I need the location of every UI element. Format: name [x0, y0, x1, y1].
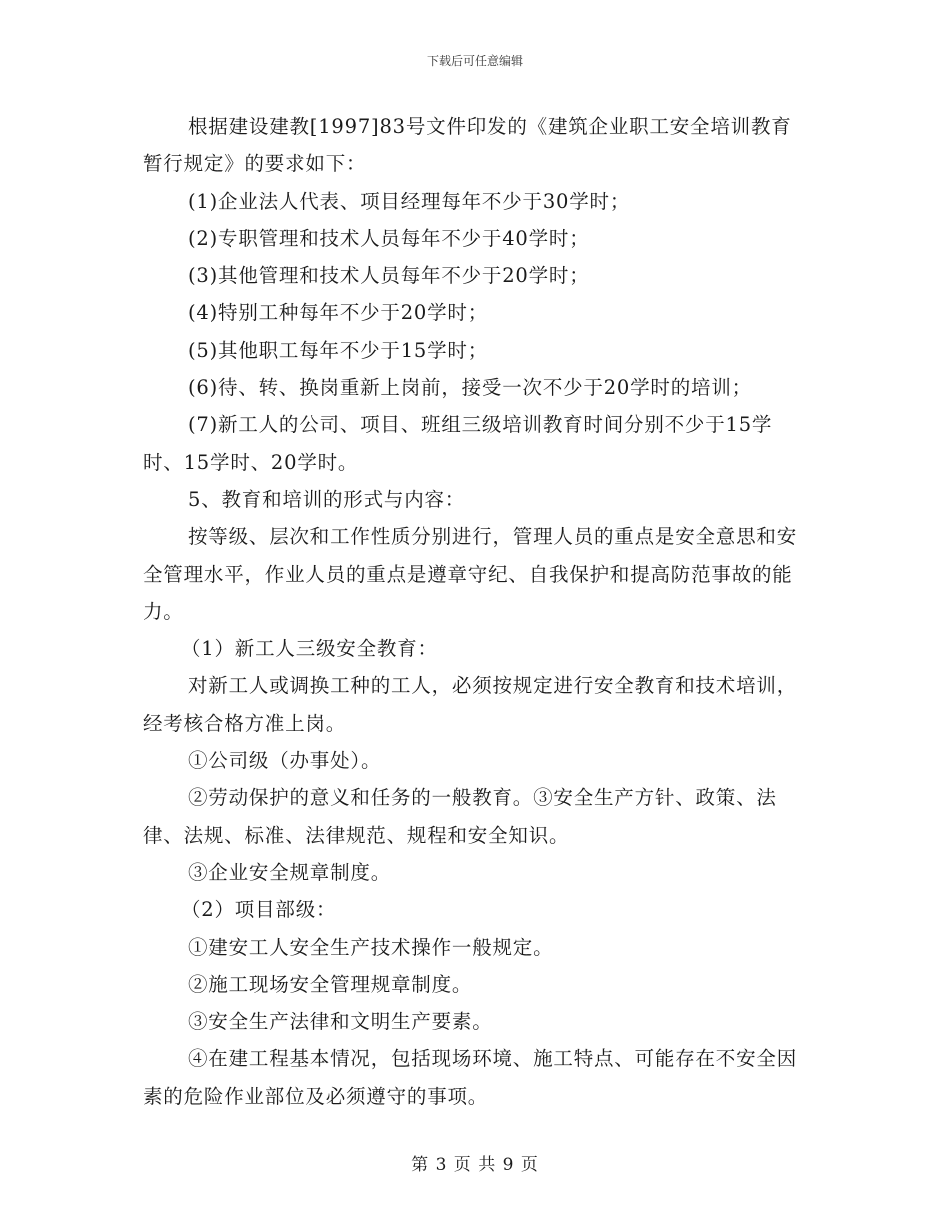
paragraph-regulation-intro: 根据建设建教[1997]83号文件印发的《建筑企业职工安全培训教育暂行规定》的要求如下： — [143, 115, 792, 176]
paragraph-item-1: (1)企业法人代表、项目经理每年不少于30学时； — [188, 189, 631, 213]
section-heading-5: 5、教育和培训的形式与内容： — [188, 487, 466, 511]
paragraph-item-3: (3)其他管理和技术人员每年不少于20学时； — [188, 264, 590, 288]
paragraph-company-rules: ③企业安全规章制度。 — [188, 860, 392, 884]
subheading-three-level-education: （1）新工人三级安全教育： — [181, 637, 438, 661]
paragraph-project-item-1: ①建安工人安全生产技术操作一般规定。 — [188, 935, 554, 959]
paragraph-item-4: (4)特别工种每年不少于20学时； — [188, 301, 489, 325]
paragraph-project-item-3: ③安全生产法律和文明生产要素。 — [188, 1010, 493, 1034]
page-header-note: 下载后可任意编辑 — [426, 54, 523, 68]
paragraph-project-item-2: ②施工现场安全管理规章制度。 — [188, 972, 473, 996]
paragraph-item-6: (6)待、转、换岗重新上岗前，接受一次不少于20学时的培训； — [188, 376, 752, 400]
page-number-footer: 第 3 页 共 9 页 — [411, 1155, 539, 1175]
subheading-project-level: （2）项目部级： — [181, 898, 337, 922]
paragraph-item-2: (2)专职管理和技术人员每年不少于40学时； — [188, 226, 590, 250]
paragraph-item-7: (7)新工人的公司、项目、班组三级培训教育时间分别不少于15学时、15学时、20学时。 — [143, 413, 773, 474]
paragraph-labor-protection: ②劳动保护的意义和任务的一般教育。③安全生产方针、政策、法律、法规、标准、法律规范、规程和安全知识。 — [143, 786, 777, 847]
paragraph-company-level: ①公司级（办事处）。 — [188, 749, 382, 773]
paragraph-training-levels: 按等级、层次和工作性质分别进行，管理人员的重点是安全意思和安全管理水平，作业人员的重点是遵章守纪、自我保护和提高防范事故的能力。 — [143, 525, 798, 623]
paragraph-project-item-4: ④在建工程基本情况，包括现场环境、施工特点、可能存在不安全因素的危险作业部位及必须遵守的事项。 — [143, 1047, 798, 1108]
document-body — [143, 108, 803, 1115]
paragraph-item-5: (5)其他职工每年不少于15学时； — [188, 338, 489, 362]
paragraph-new-workers: 对新工人或调换工种的工人，必须按规定进行安全教育和技术培训，经考核合格方准上岗。 — [143, 674, 798, 735]
